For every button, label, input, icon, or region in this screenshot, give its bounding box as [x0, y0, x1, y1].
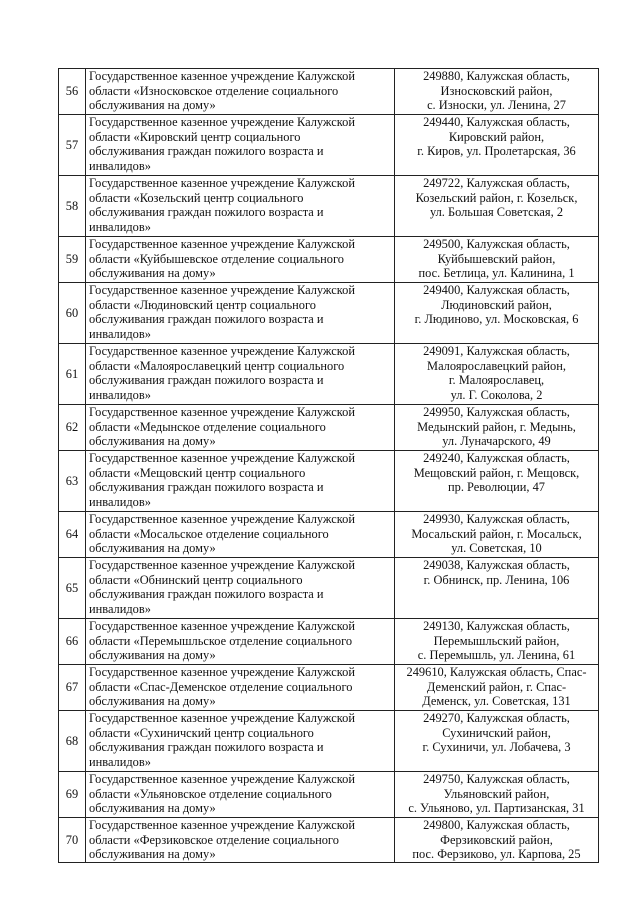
row-number: 57 — [59, 115, 86, 176]
table-row — [59, 405, 599, 451]
row-number: 62 — [59, 405, 86, 451]
table-row — [59, 558, 599, 619]
institutions-table-body — [59, 69, 599, 863]
institution-address: 249091, Калужская область, Малоярославецкий район, г. Малоярославец, ул. Г. Соколова, 2 — [395, 344, 599, 405]
institutions-table — [58, 68, 599, 863]
table-row — [59, 176, 599, 237]
row-number: 59 — [59, 237, 86, 283]
table-row — [59, 619, 599, 665]
institution-address: 249880, Калужская область, Износковский район, с. Износки, ул. Ленина, 27 — [395, 69, 599, 115]
institution-address: 249750, Калужская область, Ульяновский район, с. Ульяново, ул. Партизанская, 31 — [395, 772, 599, 818]
institution-address: 249930, Калужская область, Мосальский район, г. Мосальск, ул. Советская, 10 — [395, 512, 599, 558]
table-row — [59, 237, 599, 283]
institution-address: 249610, Калужская область, Спас- Деменский район, г. Спас- Деменск, ул. Советская, 131 — [395, 665, 599, 711]
row-number: 66 — [59, 619, 86, 665]
institution-name: Государственное казенное учреждение Калужской области «Перемышльское отделение социального обслуживания на дому» — [86, 619, 395, 665]
table-row — [59, 772, 599, 818]
row-number: 64 — [59, 512, 86, 558]
institution-address: 249950, Калужская область, Медынский район, г. Медынь, ул. Луначарского, 49 — [395, 405, 599, 451]
institution-name: Государственное казенное учреждение Калужской области «Малоярославецкий центр социального обслуживания граждан пожилого возраста и инвалидов» — [86, 344, 395, 405]
table-row — [59, 115, 599, 176]
row-number: 67 — [59, 665, 86, 711]
row-number: 61 — [59, 344, 86, 405]
institution-name: Государственное казенное учреждение Калужской области «Обнинский центр социального обслуживания граждан пожилого возраста и инвалидов» — [86, 558, 395, 619]
institution-name: Государственное казенное учреждение Калужской области «Ульяновское отделение социального обслуживания на дому» — [86, 772, 395, 818]
row-number: 65 — [59, 558, 86, 619]
institution-name: Государственное казенное учреждение Калужской области «Козельский центр социального обслуживания граждан пожилого возраста и инвалидов» — [86, 176, 395, 237]
table-row — [59, 283, 599, 344]
institution-address: 249722, Калужская область, Козельский район, г. Козельск, ул. Большая Советская, 2 — [395, 176, 599, 237]
table-row — [59, 69, 599, 115]
table-row — [59, 512, 599, 558]
table-row — [59, 451, 599, 512]
table-row — [59, 711, 599, 772]
row-number: 70 — [59, 818, 86, 863]
institution-name: Государственное казенное учреждение Калужской области «Мещовский центр социального обслуживания граждан пожилого возраста и инвалидов» — [86, 451, 395, 512]
table-row — [59, 665, 599, 711]
row-number: 68 — [59, 711, 86, 772]
institution-address: 249440, Калужская область, Кировский район, г. Киров, ул. Пролетарская, 36 — [395, 115, 599, 176]
institution-address: 249400, Калужская область, Людиновский район, г. Людиново, ул. Московская, 6 — [395, 283, 599, 344]
institution-address: 249500, Калужская область, Куйбышевский район, пос. Бетлица, ул. Калинина, 1 — [395, 237, 599, 283]
row-number: 63 — [59, 451, 86, 512]
institution-address: 249800, Калужская область, Ферзиковский район, пос. Ферзиково, ул. Карпова, 25 — [395, 818, 599, 863]
institution-address: 249038, Калужская область, г. Обнинск, пр. Ленина, 106 — [395, 558, 599, 619]
institution-name: Государственное казенное учреждение Калужской области «Износковское отделение социального обслуживания на дому» — [86, 69, 395, 115]
institution-name: Государственное казенное учреждение Калужской области «Медынское отделение социального обслуживания на дому» — [86, 405, 395, 451]
row-number: 69 — [59, 772, 86, 818]
institution-name: Государственное казенное учреждение Калужской области «Куйбышевское отделение социального обслуживания на дому» — [86, 237, 395, 283]
institution-address: 249240, Калужская область, Мещовский район, г. Мещовск, пр. Революции, 47 — [395, 451, 599, 512]
institution-name: Государственное казенное учреждение Калужской области «Ферзиковское отделение социального обслуживания на дому» — [86, 818, 395, 863]
row-number: 60 — [59, 283, 86, 344]
table-row — [59, 818, 599, 863]
institution-name: Государственное казенное учреждение Калужской области «Спас-Деменское отделение социального обслуживания на дому» — [86, 665, 395, 711]
table-row — [59, 344, 599, 405]
row-number: 56 — [59, 69, 86, 115]
institution-address: 249270, Калужская область, Сухиничский район, г. Сухиничи, ул. Лобачева, 3 — [395, 711, 599, 772]
institution-name: Государственное казенное учреждение Калужской области «Мосальское отделение социального обслуживания на дому» — [86, 512, 395, 558]
institution-name: Государственное казенное учреждение Калужской области «Кировский центр социального обслуживания граждан пожилого возраста и инвалидов» — [86, 115, 395, 176]
row-number: 58 — [59, 176, 86, 237]
institution-name: Государственное казенное учреждение Калужской области «Сухиничский центр социального обслуживания граждан пожилого возраста и инвалидов» — [86, 711, 395, 772]
institution-name: Государственное казенное учреждение Калужской области «Людиновский центр социального обслуживания граждан пожилого возраста и инвалидов» — [86, 283, 395, 344]
institution-address: 249130, Калужская область, Перемышльский район, с. Перемышль, ул. Ленина, 61 — [395, 619, 599, 665]
